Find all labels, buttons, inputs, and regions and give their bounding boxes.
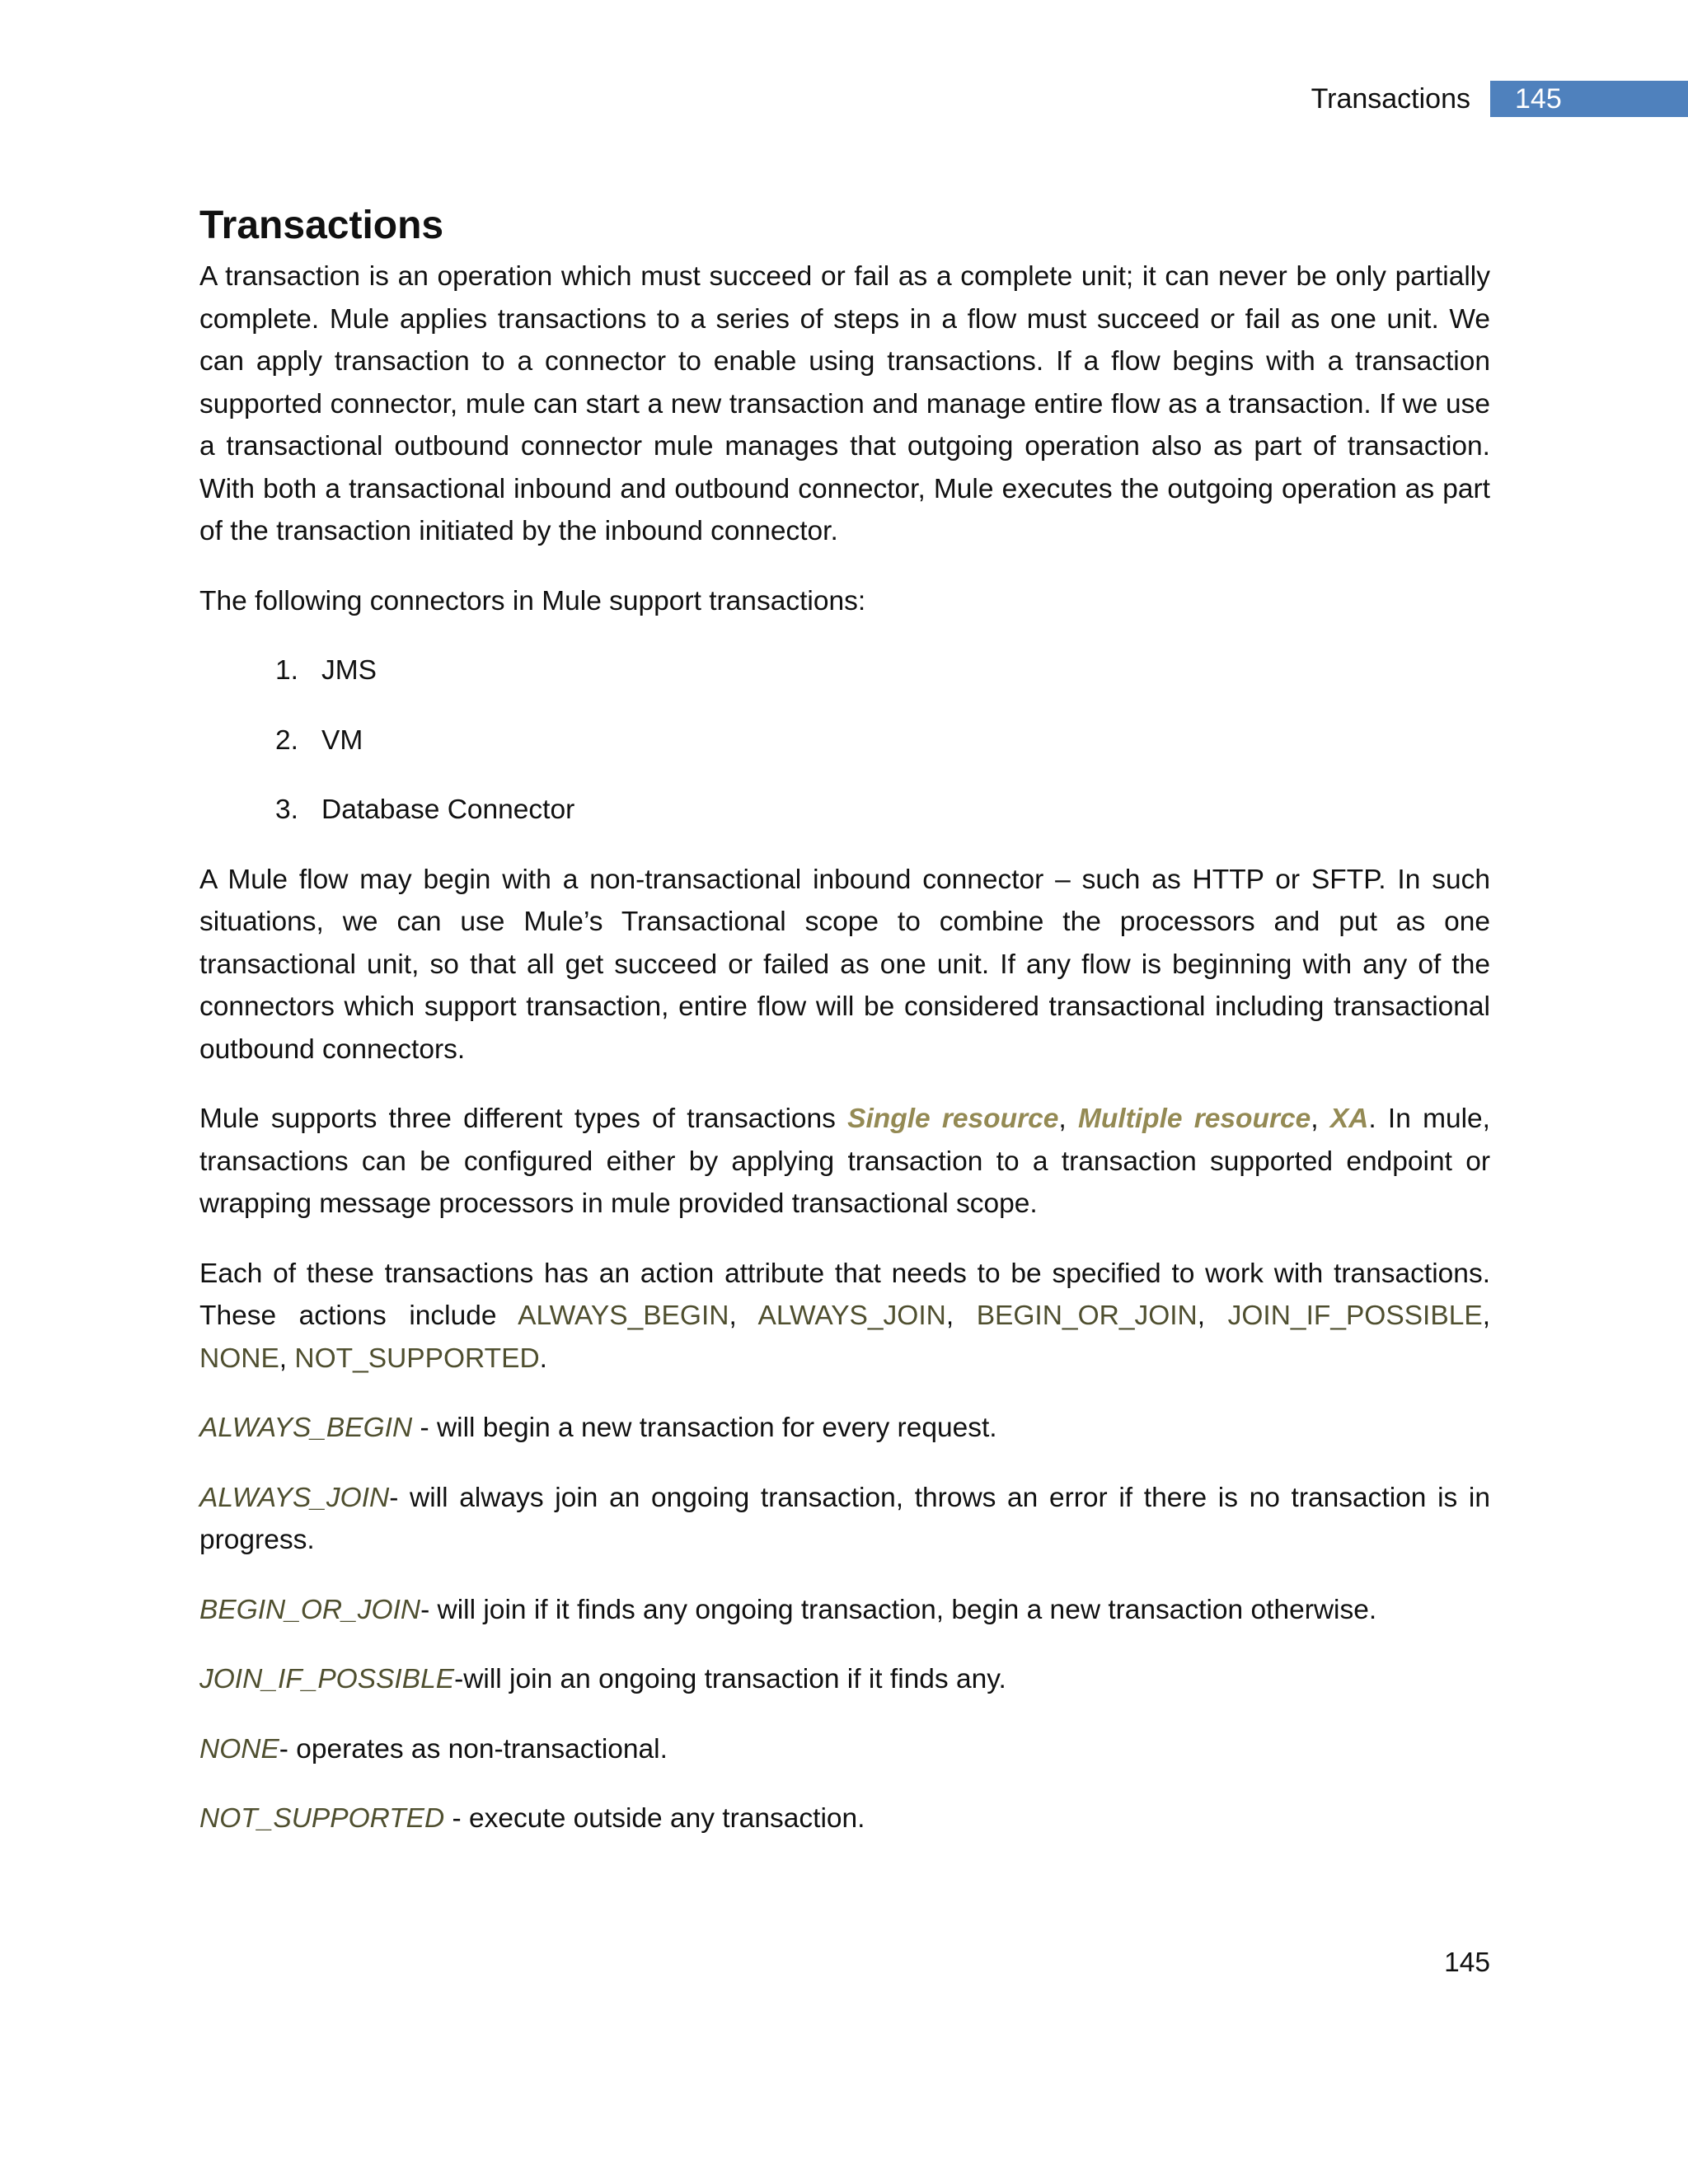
definition-none (199, 1728, 1490, 1771)
definition-desc: - will join if it finds any ongoing transaction, begin a new transaction otherwise. (420, 1594, 1377, 1625)
paragraph-text: Each of these transactions has an action attribute that needs to be specified to work with transactions. These actions include (199, 1258, 1490, 1331)
definition-term: NONE (199, 1733, 279, 1765)
intro-paragraph: A transaction is an operation which must succeed or fail as a complete unit; it can never be only partially complete. Mule applies transactions to a series of steps in a flow must succeed or fail as one unit. We can apply transaction to a connector to enable using transactions. If a flow begins with a transaction supported connector, mule can start a new transaction and manage entire flow as a transaction. If we use a transactional outbound connector mule manages that outgoing operation also as part of transaction. With both a transactional inbound and outbound connector, Mule executes the outgoing operation as part of the transaction initiated by the inbound connector. (199, 261, 1490, 546)
connectors-list (199, 649, 1490, 832)
page-content (199, 196, 1490, 1868)
keyword-not-supported: NOT_SUPPORTED (294, 1343, 540, 1374)
separator: , (1197, 1301, 1228, 1331)
definition-join-if-possible (199, 1658, 1490, 1701)
period: . (539, 1343, 547, 1374)
list-item-number: 3. (275, 794, 298, 825)
definition-term: ALWAYS_BEGIN (199, 1413, 413, 1443)
definition-always-join (199, 1477, 1490, 1562)
list-item (199, 719, 1490, 762)
keyword-none: NONE (199, 1343, 279, 1374)
transactional-scope-paragraph: A Mule flow may begin with a non-transactional inbound connector – such as HTTP or SFTP. In such situations, we can use Mule’s Transactional scope to combine the processors and put as one transactional unit, so that all get succeed or failed as one unit. If any flow is beginning with any of the connectors which support transaction, entire flow will be considered transactional including transactional outbound connectors. (199, 864, 1490, 1065)
separator: , (1482, 1301, 1490, 1331)
list-item-text: Database Connector (321, 794, 575, 825)
definition-begin-or-join (199, 1589, 1490, 1632)
keyword-begin-or-join: BEGIN_OR_JOIN (976, 1301, 1198, 1331)
page-header (1311, 81, 1688, 117)
separator: , (729, 1301, 758, 1331)
definition-desc: -will join an ongoing transaction if it finds any. (454, 1664, 1006, 1694)
definition-desc: - will always join an ongoing transaction, throws an error if there is no transaction is in progress. (199, 1482, 1490, 1555)
separator: , (1058, 1104, 1078, 1134)
definition-desc: - will begin a new transaction for every request. (412, 1413, 997, 1443)
paragraph-text: Mule supports three different types of transactions (199, 1104, 848, 1134)
list-item (199, 789, 1490, 832)
separator: , (1311, 1104, 1330, 1134)
list-item (199, 649, 1490, 692)
keyword-always-begin: ALWAYS_BEGIN (518, 1301, 729, 1331)
separator: , (945, 1301, 977, 1331)
separator: , (279, 1343, 295, 1374)
actions-paragraph (199, 1253, 1490, 1380)
paragraph-text: . In mule, transactions can be configured either by applying transaction to a transaction supported endpoint or wrapping message processors in mule provided transactional scope. (199, 1104, 1490, 1219)
connectors-lead-paragraph: The following connectors in Mule support transactions: (199, 585, 866, 616)
definition-always-begin (199, 1407, 1490, 1450)
list-item-text: VM (321, 724, 363, 756)
definition-term: BEGIN_OR_JOIN (199, 1594, 421, 1625)
transaction-types-paragraph (199, 1098, 1490, 1226)
keyword-single-resource: Single resource (847, 1104, 1059, 1134)
definition-desc: - execute outside any transaction. (444, 1803, 865, 1834)
keyword-xa: XA (1329, 1104, 1369, 1134)
section-title: Transactions (199, 204, 444, 247)
running-header-page-number: 145 (1490, 81, 1688, 117)
definition-not-supported (199, 1797, 1490, 1840)
list-item-number: 2. (275, 724, 298, 756)
keyword-always-join: ALWAYS_JOIN (757, 1301, 946, 1331)
footer-page-number: 145 (1444, 1947, 1490, 1978)
list-item-text: JMS (321, 655, 377, 686)
keyword-multiple-resource: Multiple resource (1077, 1104, 1311, 1134)
definition-desc: - operates as non-transactional. (279, 1733, 668, 1765)
definition-term: JOIN_IF_POSSIBLE (199, 1664, 455, 1694)
list-item-number: 1. (275, 655, 298, 686)
running-header-title: Transactions (1311, 83, 1470, 115)
definition-term: NOT_SUPPORTED (199, 1803, 445, 1834)
definition-term: ALWAYS_JOIN (199, 1482, 390, 1513)
keyword-join-if-possible: JOIN_IF_POSSIBLE (1227, 1301, 1483, 1331)
